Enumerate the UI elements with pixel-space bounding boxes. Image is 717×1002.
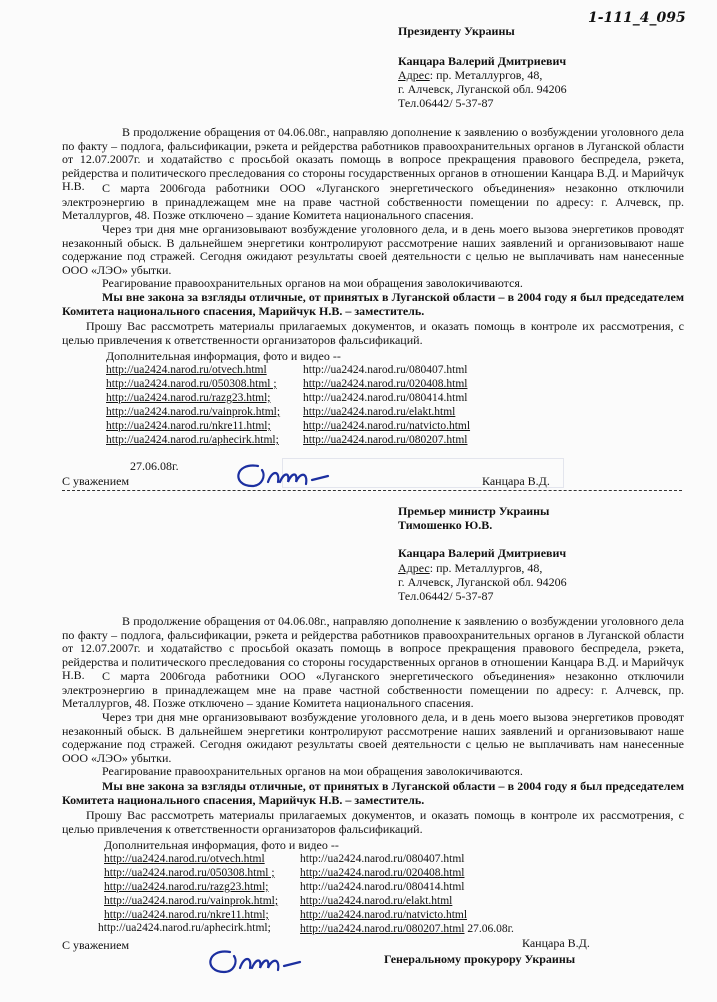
letter2-links-right bbox=[300, 852, 514, 936]
letter2-paragraph-4: Реагирование правоохранительных органов на мои обращения заволокичиваются. bbox=[102, 764, 523, 778]
letter1-links-intro: Дополнительная информация, фото и видео -- bbox=[106, 349, 341, 363]
letter2-links-left bbox=[104, 852, 278, 922]
letter1-date: 27.06.08г. bbox=[130, 459, 179, 473]
letter1-paragraph-6: Прошу Вас рассмотреть материалы прилагаемых документов, и оказать помощь в контроле их рассмотрения, с целью привлечения к ответственности организаторов фальсификаций. bbox=[62, 319, 684, 347]
letter2-closing: С уважением bbox=[62, 938, 130, 952]
letter1-paragraph-3: Через три дня мне организовывают возбуждение уголовного дела, и в день моего вызова энергетиков проводят незаконный обыск. В дальнейшем энергетики контролируют рассмотрение наших заявлений и организовывают наше содержание под стражей. Сегодня ожидают результаты своей деятельности с целью не выплачивать нам нанесенные ООО «ЛЭО» убытки. bbox=[62, 222, 684, 277]
letter1-sender-name: Канцара Валерий Дмитриевич bbox=[398, 54, 567, 68]
link-with-date: http://ua2424.narod.ru/080207.html 27.06.08г. bbox=[300, 923, 514, 935]
link[interactable]: http://ua2424.narod.ru/vainprok.html; bbox=[104, 895, 279, 907]
link[interactable]: http://ua2424.narod.ru/elakt.html bbox=[300, 895, 453, 907]
link[interactable]: http://ua2424.narod.ru/otvech.html bbox=[104, 853, 265, 865]
letter1-links-left bbox=[106, 363, 280, 447]
letter1-paragraph-2: С марта 2006года работники ООО «Луганского энергетического объединения» незаконно отключили электроэнергию в принадлежащем мне на праве частной собственности помещении по адресу: г. Алчевск, пр. Металлургов, 48. Позже отключено – здание Комитета национального спасения. bbox=[62, 181, 684, 223]
faded-stamp bbox=[282, 458, 564, 488]
link[interactable]: http://ua2424.narod.ru/020408.html bbox=[300, 867, 465, 879]
link[interactable]: http://ua2424.narod.ru/080207.html bbox=[303, 434, 468, 446]
link[interactable]: http://ua2424.narod.ru/vainprok.html; bbox=[106, 406, 281, 418]
letter2-phone: Тел.06442/ 5-37-87 bbox=[398, 589, 494, 603]
page-divider bbox=[62, 490, 682, 491]
letter2-links-intro: Дополнительная информация, фото и видео -- bbox=[104, 838, 339, 852]
document-code: 1-111_4_095 bbox=[588, 10, 686, 26]
letter1-closing: С уважением bbox=[62, 474, 130, 488]
link[interactable]: http://ua2424.narod.ru/050308.html ; bbox=[106, 378, 277, 390]
letter1-signer: Канцара В.Д. bbox=[482, 474, 550, 488]
letter2-signature bbox=[200, 942, 310, 982]
letter2-paragraph-2: С марта 2006года работники ООО «Луганского энергетического объединения» незаконно отключили электроэнергию в принадлежащем мне на праве частной собственности помещении по адресу: г. Алчевск, пр. Металлургов, 48. Позже отключено – здание Комитета национального спасения. bbox=[62, 669, 684, 711]
letter2-signer: Канцара В.Д. bbox=[522, 936, 590, 950]
link[interactable]: http://ua2424.narod.ru/nkre11.html; bbox=[106, 420, 271, 432]
link[interactable]: http://ua2424.narod.ru/razg23.html; bbox=[104, 881, 269, 893]
link[interactable]: http://ua2424.narod.ru/nkre11.html; bbox=[104, 909, 269, 921]
footer-addressee: Генеральному прокурору Украины bbox=[384, 952, 576, 966]
link[interactable]: http://ua2424.narod.ru/natvicto.html bbox=[300, 909, 468, 921]
letter2-address-line1: Адрес: пр. Металлургов, 48, bbox=[398, 561, 543, 575]
letter2-addressee-2: Тимошенко Ю.В. bbox=[398, 518, 493, 532]
letter1-paragraph-1: В продолжение обращения от 04.06.08г., направляю дополнение к заявлению о возбуждении уголовного дела по факту – подлога, фальсификации, рэкета и рейдерства работников правоохранительных органов в Луганской области от 12.07.2007г. и ходатайство с просьбой оказать помощь в вопросе прекращения правового беспредела, рэкета, рейдерства и политического преследования со стороны государственных органов в отношении Канцара В.Д. и Марийчук Н.В. bbox=[62, 125, 684, 194]
link[interactable]: http://ua2424.narod.ru/080414.html bbox=[300, 881, 465, 893]
letter2-sender-name: Канцара Валерий Дмитриевич bbox=[398, 546, 567, 560]
link[interactable]: http://ua2424.narod.ru/050308.html ; bbox=[104, 867, 275, 879]
link[interactable]: http://ua2424.narod.ru/elakt.html bbox=[303, 406, 456, 418]
link[interactable]: http://ua2424.narod.ru/natvicto.html bbox=[303, 420, 471, 432]
link[interactable]: http://ua2424.narod.ru/aphecirk.html; bbox=[98, 922, 271, 934]
link[interactable]: http://ua2424.narod.ru/otvech.html bbox=[106, 364, 267, 376]
letter2-paragraph-3: Через три дня мне организовывают возбуждение уголовного дела, и в день моего вызова энергетиков проводят незаконный обыск. В дальнейшем энергетики контролируют рассмотрение наших заявлений и организовывают наше содержание под стражей. Сегодня ожидают результаты своей деятельности с целью не выплачивать нам нанесенные ООО «ЛЭО» убытки. bbox=[62, 710, 684, 765]
link[interactable]: http://ua2424.narod.ru/080407.html bbox=[303, 364, 468, 376]
letter1-address-line2: г. Алчевск, Луганской обл. 94206 bbox=[398, 82, 567, 96]
link[interactable]: http://ua2424.narod.ru/razg23.html; bbox=[106, 392, 271, 404]
letter2-paragraph-5: Мы вне закона за взгляды отличные, от принятых в Луганской области – в 2004 году я был председателем Комитета национального спасения, Марийчук Н.В. – заместитель. bbox=[62, 779, 684, 807]
link[interactable]: http://ua2424.narod.ru/020408.html bbox=[303, 378, 468, 390]
letter1-paragraph-5: Мы вне закона за взгляды отличные, от принятых в Луганской области – в 2004 году я был председателем Комитета национального спасения, Марийчук Н.В. – заместитель. bbox=[62, 290, 684, 318]
letter2-addressee-1: Премьер министр Украины bbox=[398, 504, 550, 518]
letter1-addressee: Президенту Украины bbox=[398, 24, 515, 38]
link[interactable]: http://ua2424.narod.ru/080414.html bbox=[303, 392, 468, 404]
letter1-links-right bbox=[303, 363, 470, 447]
link[interactable]: http://ua2424.narod.ru/aphecirk.html; bbox=[106, 434, 279, 446]
letter1-address-line1: Адрес: пр. Металлургов, 48, bbox=[398, 68, 543, 82]
letter1-paragraph-4: Реагирование правоохранительных органов на мои обращения заволокичиваются. bbox=[102, 276, 523, 290]
letter2-paragraph-1: В продолжение обращения от 04.06.08г., направляю дополнение к заявлению о возбуждении уголовного дела по факту – подлога, фальсификации, рэкета и рейдерства работников правоохранительных органов в Луганской области от 12.07.2007г. и ходатайство с просьбой оказать помощь в вопросе прекращения правового беспредела, рэкета, рейдерства и политического преследования со стороны государственных органов в отношении Канцара В.Д. и Марийчук Н.В. bbox=[62, 614, 684, 683]
letter2-paragraph-6: Прошу Вас рассмотреть материалы прилагаемых документов, и оказать помощь в контроле их рассмотрения, с целью привлечения к ответственности организаторов фальсификаций. bbox=[62, 808, 684, 836]
letter1-phone: Тел.06442/ 5-37-87 bbox=[398, 96, 494, 110]
letter2-address-line2: г. Алчевск, Луганской обл. 94206 bbox=[398, 575, 567, 589]
link[interactable]: http://ua2424.narod.ru/080407.html bbox=[300, 853, 465, 865]
